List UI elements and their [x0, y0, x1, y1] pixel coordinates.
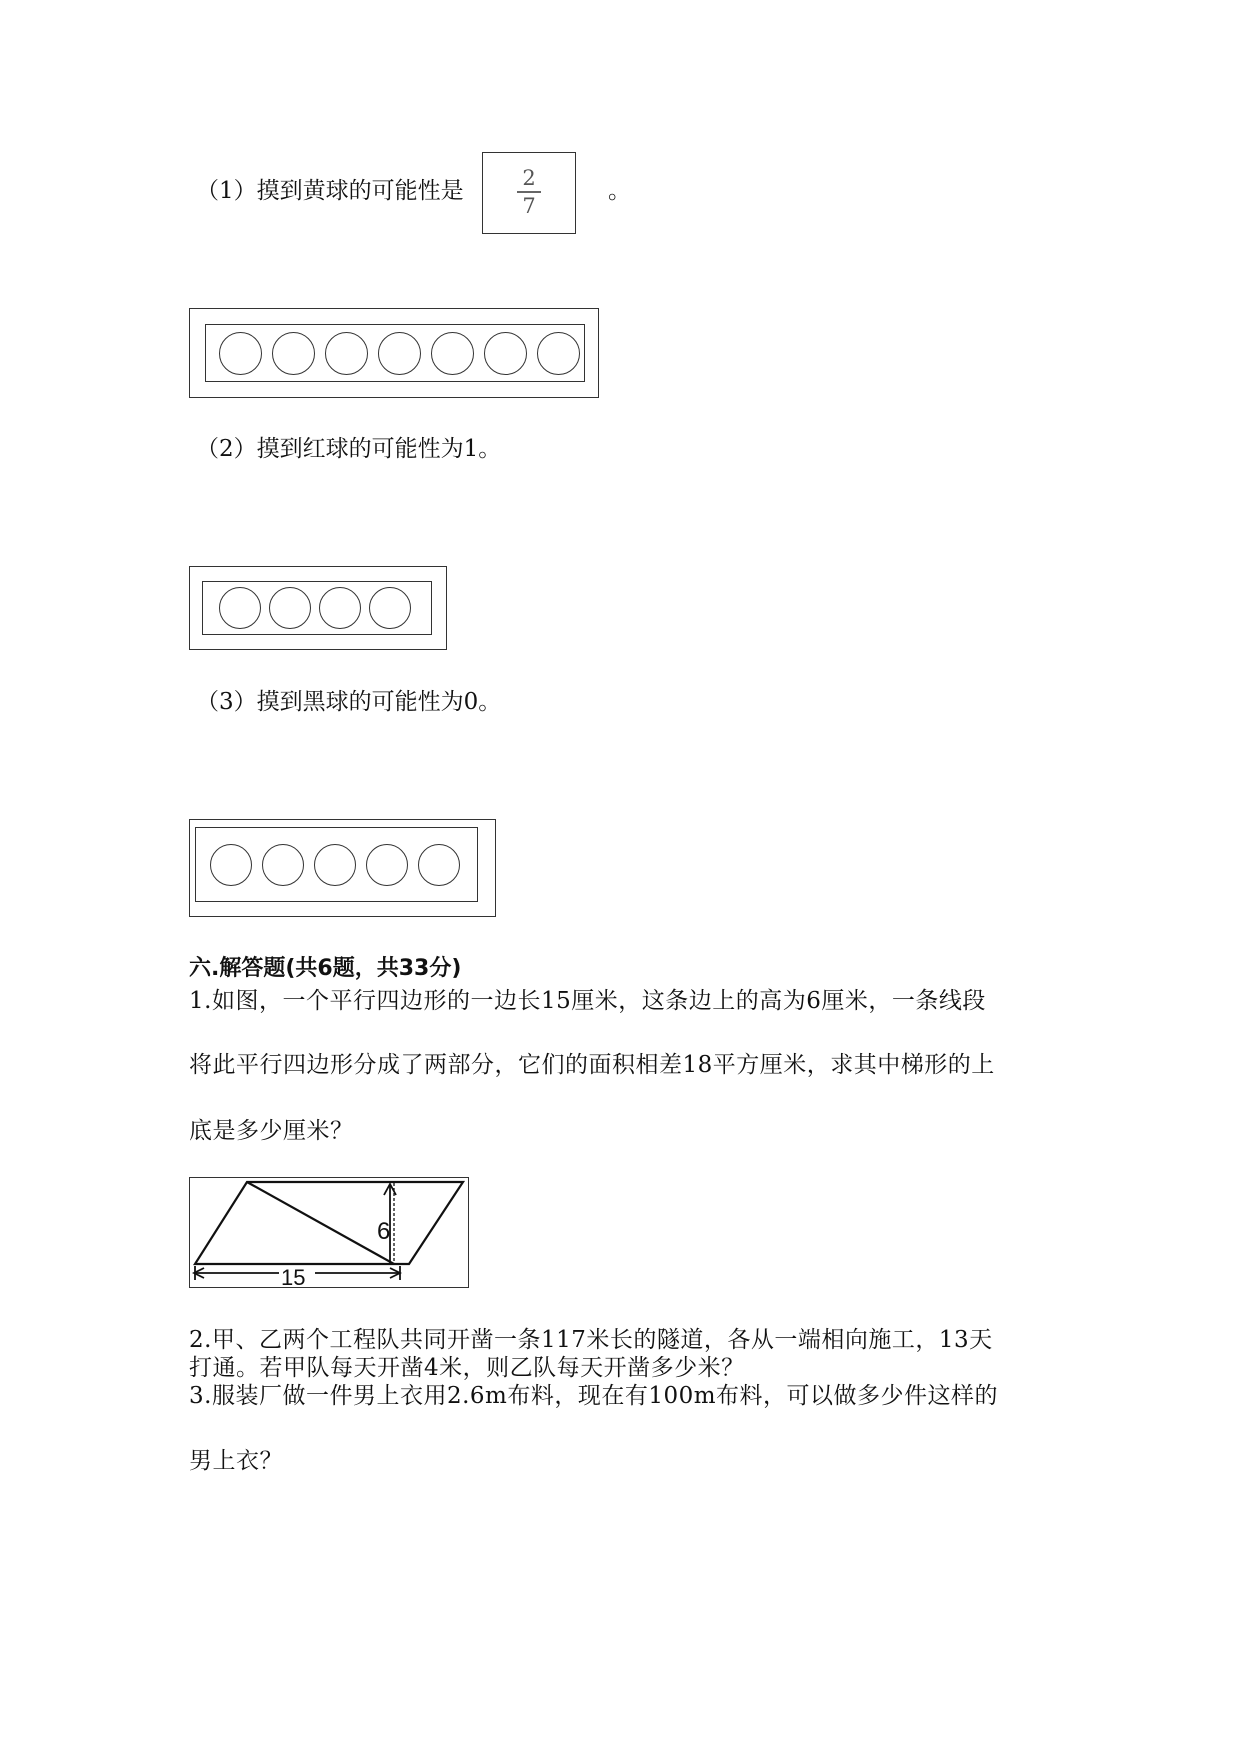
figure-frame: [190, 1178, 469, 1288]
base-label: 15: [281, 1265, 306, 1289]
ball-icon: [319, 587, 361, 629]
ball-icon: [262, 844, 304, 886]
ball-box-seven: [189, 308, 599, 398]
answer-box: [482, 152, 576, 234]
height-label: 6: [377, 1218, 391, 1245]
part1-prompt: （1）摸到黄球的可能性是: [196, 178, 464, 204]
ball-icon: [210, 844, 252, 886]
ball-tray: [202, 581, 432, 635]
ball-box-four: [189, 566, 447, 650]
q3-line2: 男上衣？: [189, 1448, 283, 1474]
q2-line1: 2.甲、乙两个工程队共同开凿一条117米长的隧道，各从一端相向施工，13天: [189, 1327, 993, 1353]
part1-end-mark: 。: [608, 178, 631, 204]
q1-line2: 将此平行四边形分成了两部分，它们的面积相差18平方厘米，求其中梯形的上: [189, 1052, 995, 1078]
ball-icon: [366, 844, 408, 886]
ball-box-five: [189, 819, 496, 917]
ball-icon: [272, 332, 315, 375]
fraction-numerator: 2: [522, 166, 536, 190]
q1-line3: 底是多少厘米？: [189, 1118, 354, 1144]
q3-line1: 3.服装厂做一件男上衣用2.6m布料，现在有100m布料，可以做多少件这样的: [189, 1383, 999, 1409]
ball-icon: [314, 844, 356, 886]
fraction-bar: [517, 191, 541, 193]
ball-icon: [484, 332, 527, 375]
ball-icon: [269, 587, 311, 629]
fraction-denominator: 7: [522, 193, 536, 218]
ball-icon: [418, 844, 460, 886]
part3-text: （3）摸到黑球的可能性为0。: [196, 689, 502, 715]
ball-icon: [537, 332, 580, 375]
part2-text: （2）摸到红球的可能性为1。: [196, 436, 502, 462]
ball-icon: [219, 332, 262, 375]
ball-tray: [195, 827, 478, 902]
parallelogram-figure: [189, 1177, 470, 1289]
ball-icon: [325, 332, 368, 375]
q1-line1: 1.如图，一个平行四边形的一边长15厘米，这条边上的高为6厘米，一条线段: [189, 988, 986, 1014]
ball-icon: [219, 587, 261, 629]
ball-tray: [205, 324, 585, 382]
ball-icon: [369, 587, 411, 629]
q2-line2: 打通。若甲队每天开凿4米，则乙队每天开凿多少米？: [189, 1355, 745, 1381]
section-title: 六.解答题(共6题，共33分): [189, 956, 462, 981]
fraction-answer: [517, 167, 541, 217]
ball-icon: [378, 332, 421, 375]
ball-icon: [431, 332, 474, 375]
